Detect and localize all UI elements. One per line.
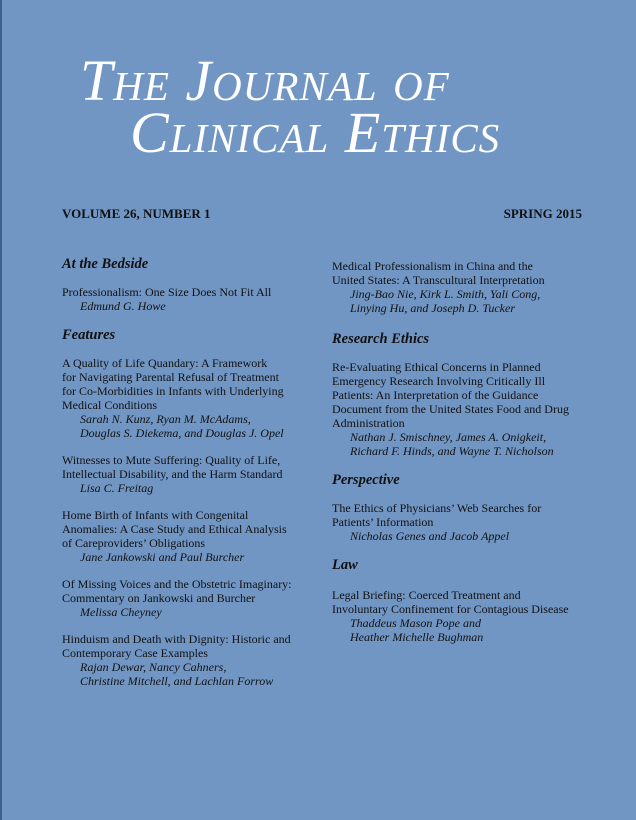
article-title: for Navigating Parental Refusal of Treatment xyxy=(62,370,279,384)
article-authors: Christine Mitchell, and Lachlan Forrow xyxy=(80,674,274,688)
article-feature-3 xyxy=(62,508,324,564)
section-heading-law: Law xyxy=(332,557,358,573)
article-authors: Lisa C. Freitag xyxy=(80,481,154,495)
article-title: Medical Professionalism in China and the xyxy=(332,259,533,273)
article-title: Professionalism: One Size Does Not Fit All xyxy=(62,285,272,299)
section-heading-research-ethics: Research Ethics xyxy=(332,331,430,347)
article-authors: Jing-Bao Nie, Kirk L. Smith, Yali Cong, xyxy=(350,287,541,301)
article-feature-4 xyxy=(62,577,324,619)
article-authors: Thaddeus Mason Pope and xyxy=(350,616,481,630)
article-title: Commentary on Jankowski and Burcher xyxy=(62,591,256,605)
article-title: for Co-Morbidities in Infants with Underlying xyxy=(62,384,284,398)
article-title: Patients: An Interpretation of the Guidance xyxy=(332,388,539,402)
article-title: Document from the United States Food and Drug xyxy=(332,402,569,416)
section-heading-perspective: Perspective xyxy=(332,472,400,488)
contents-left-column xyxy=(62,256,324,688)
article-authors: Richard F. Hinds, and Wayne T. Nicholson xyxy=(350,444,554,458)
article-title: Anomalies: A Case Study and Ethical Analysis xyxy=(62,522,287,536)
article-title: Medical Conditions xyxy=(62,398,157,412)
article-title: of Careproviders’ Obligations xyxy=(62,536,206,550)
article-title: Patients’ Information xyxy=(332,515,434,529)
article-bedside-1 xyxy=(62,285,324,313)
article-title: Hinduism and Death with Dignity: Historic and xyxy=(62,632,291,646)
article-authors: Douglas S. Diekema, and Douglas J. Opel xyxy=(80,426,284,440)
section-heading-features: Features xyxy=(62,327,116,343)
article-feature-6 xyxy=(332,259,594,315)
article-research-1 xyxy=(332,360,594,458)
article-authors: Nathan J. Smischney, James A. Onigkeit, xyxy=(350,430,547,444)
issue-volume: VOLUME 26, NUMBER 1 xyxy=(62,206,211,221)
article-title: Of Missing Voices and the Obstetric Imaginary: xyxy=(62,577,292,591)
article-title: Involuntary Confinement for Contagious Disease xyxy=(332,602,569,616)
article-authors: Sarah N. Kunz, Ryan M. McAdams, xyxy=(80,412,251,426)
article-authors: Heather Michelle Bughman xyxy=(350,630,484,644)
contents-right-column xyxy=(332,259,594,644)
article-title: Administration xyxy=(332,416,405,430)
article-authors: Jane Jankowski and Paul Burcher xyxy=(80,550,245,564)
article-title: The Ethics of Physicians’ Web Searches for xyxy=(332,501,542,515)
article-title: Contemporary Case Examples xyxy=(62,646,208,660)
article-title: Re-Evaluating Ethical Concerns in Planned xyxy=(332,360,541,374)
article-feature-2 xyxy=(62,453,324,495)
article-title: United States: A Transcultural Interpretation xyxy=(332,273,545,287)
article-title: Intellectual Disability, and the Harm Standard xyxy=(62,467,283,481)
article-authors: Rajan Dewar, Nancy Cahners, xyxy=(80,660,227,674)
article-feature-1 xyxy=(62,356,324,440)
section-heading-bedside: At the Bedside xyxy=(62,256,149,272)
article-authors: Nicholas Genes and Jacob Appel xyxy=(350,529,510,543)
article-title: Emergency Research Involving Critically Ill xyxy=(332,374,546,388)
article-title: Legal Briefing: Coerced Treatment and xyxy=(332,588,521,602)
journal-title-line-1: The Journal of xyxy=(80,48,450,113)
journal-title-line-2: Clinical Ethics xyxy=(130,100,501,165)
article-title: Witnesses to Mute Suffering: Quality of Life, xyxy=(62,453,281,467)
issue-season: SPRING 2015 xyxy=(503,206,582,221)
article-perspective-1 xyxy=(332,501,594,543)
article-law-1 xyxy=(332,588,594,644)
article-feature-5 xyxy=(62,632,324,688)
article-title: A Quality of Life Quandary: A Framework xyxy=(62,356,268,370)
article-authors: Linying Hu, and Joseph D. Tucker xyxy=(350,301,515,315)
article-authors: Melissa Cheyney xyxy=(80,605,162,619)
article-title: Home Birth of Infants with Congenital xyxy=(62,508,249,522)
article-authors: Edmund G. Howe xyxy=(80,299,166,313)
